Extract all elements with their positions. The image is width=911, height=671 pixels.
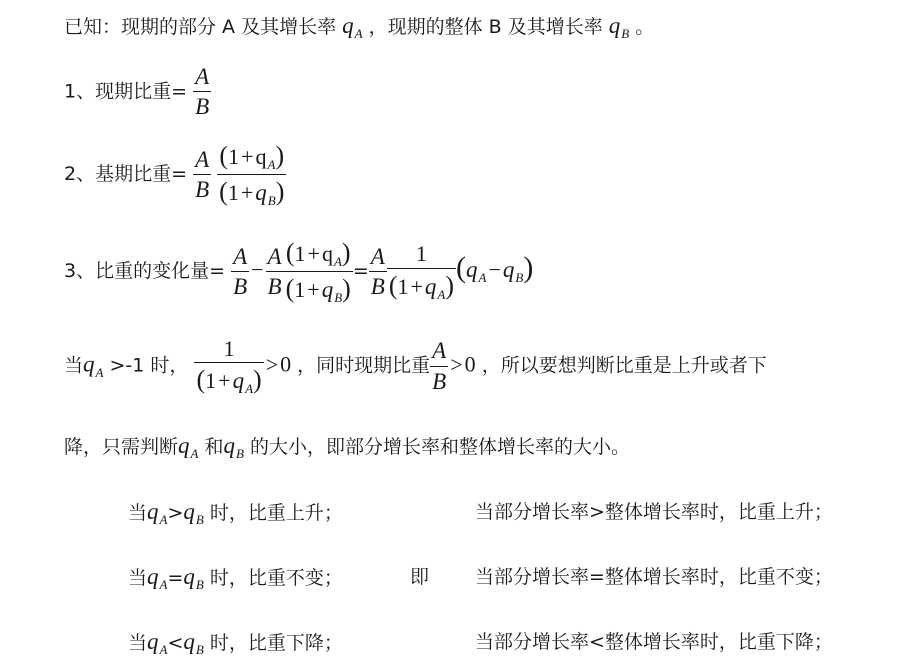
var-q: q — [424, 273, 437, 299]
para2-text-1: 降，只需判断 — [64, 436, 179, 458]
plus: + — [241, 144, 254, 169]
var-q: q — [502, 256, 515, 282]
fraction-one-over-growth — [387, 241, 456, 302]
plus: + — [307, 241, 320, 266]
sub-a: A — [333, 254, 342, 269]
frac-den-b: B — [193, 91, 211, 120]
sub-a: A — [354, 26, 363, 41]
para1-text-3: ，同时现期比重 — [297, 354, 431, 377]
item-2 — [64, 141, 286, 209]
one: 1 — [397, 273, 409, 299]
sub-a: A — [95, 364, 104, 380]
one: 1 — [205, 368, 217, 394]
var-q: q — [255, 179, 267, 205]
sub-a: A — [159, 512, 168, 527]
sub-a: A — [267, 157, 276, 172]
one: 1 — [294, 241, 306, 266]
fraction-a-over-b — [193, 64, 211, 121]
var-q: q — [178, 433, 190, 458]
sub-b: B — [334, 289, 343, 305]
plus: + — [218, 368, 231, 394]
para1-text-4: ，所以要想判断比重是上升或者下 — [481, 354, 767, 377]
case-operator: > — [167, 502, 184, 524]
case-row-same — [128, 565, 343, 591]
case-post: 时，比重上升； — [209, 502, 343, 524]
var-q: q — [83, 351, 95, 377]
zero: 0 — [280, 351, 292, 377]
sub-b: B — [195, 512, 204, 527]
case-pre: 当 — [128, 632, 148, 654]
var-q: q — [183, 564, 195, 589]
fraction-a-over-b — [266, 244, 284, 301]
sub-a: A — [245, 381, 254, 397]
sub-b: B — [236, 446, 244, 461]
one: 1 — [228, 144, 240, 169]
frac-num-a: A — [233, 243, 248, 269]
case-operator: < — [167, 632, 184, 654]
sub-b: B — [267, 192, 276, 208]
zero: 0 — [464, 351, 476, 377]
intro-line — [64, 14, 654, 40]
case-row-rising — [128, 500, 343, 526]
var-q: q — [608, 13, 621, 38]
sub-b: B — [621, 26, 630, 41]
para1-text-1: 当 — [64, 354, 84, 377]
frac-num-a: A — [267, 243, 282, 269]
case-desc-rising: 当部分增长率>整体增长率时，比重上升； — [475, 501, 833, 523]
var-q: q — [342, 13, 354, 38]
sub-a: A — [190, 446, 199, 461]
case-desc-same: 当部分增长率=整体增长率时，比重不变； — [475, 566, 833, 588]
greater-than: > — [265, 351, 279, 377]
case-post: 时，比重不变； — [209, 567, 343, 589]
item-1 — [64, 64, 211, 121]
item-2-label: 2、基期比重= — [64, 162, 188, 185]
var-q: q — [183, 499, 195, 524]
item-1-label: 1、现期比重= — [64, 80, 188, 103]
case-desc-falling: 当部分增长率<整体增长率时，比重下降； — [475, 631, 833, 653]
sub-b: B — [195, 642, 204, 657]
para1-text-2: >-1 时， — [109, 354, 189, 377]
sub-a: A — [159, 577, 168, 592]
var-q: q — [255, 144, 267, 169]
var-q: q — [232, 368, 245, 394]
frac-num-one: 1 — [223, 336, 235, 361]
intro-text-3: 。 — [635, 16, 655, 38]
frac-den: $(1+q_B)$ — [217, 174, 286, 209]
para2-text-3: 的大小，即部分增长率和整体增长率的大小。 — [250, 436, 631, 458]
var-q: q — [223, 433, 236, 458]
sub-a: A — [478, 269, 487, 285]
fraction-a-over-b — [193, 147, 211, 204]
sub-a: A — [437, 286, 446, 302]
var-q: q — [321, 241, 333, 266]
one: 1 — [227, 179, 239, 205]
frac-den: $(1+q_B)$ — [284, 271, 353, 306]
fraction-a-over-b — [231, 244, 249, 301]
var-q: q — [183, 629, 195, 654]
intro-text-2: ，现期的整体 B 及其增长率 — [368, 16, 603, 38]
frac-num-a: A — [370, 243, 385, 269]
fraction-growth — [284, 238, 353, 306]
sub-b: B — [515, 269, 524, 285]
fraction-a-over-b — [369, 244, 387, 301]
case-operator: = — [167, 567, 184, 589]
frac-num-a: A — [432, 338, 447, 364]
sub-b: B — [195, 577, 204, 592]
minus: − — [251, 256, 264, 282]
fraction-a-over-b — [430, 338, 448, 395]
frac-den-b: B — [231, 271, 249, 300]
frac-num: $(1+q_A)$ — [285, 238, 351, 269]
frac-den-b: B — [369, 271, 387, 300]
plus: + — [240, 179, 254, 205]
item-3-label: 3、比重的变化量= — [64, 259, 226, 282]
paragraph-line-1 — [64, 336, 767, 397]
frac-num-one: 1 — [415, 241, 427, 267]
fraction-one-over-growth — [194, 336, 263, 397]
case-row-falling — [128, 630, 343, 656]
case-pre: 当 — [128, 567, 148, 589]
var-q: q — [466, 256, 478, 282]
plus: + — [307, 276, 320, 302]
case-pre: 当 — [128, 502, 148, 524]
minus: − — [488, 256, 501, 282]
item-3: 3、比重的变化量= $\frac{A}{B}$ − $\frac{A}{B}$ $\frac{(1+q_A)}{(1+q_B)}$ = $\frac{A}{B}$ $\frac{1}{(1+q_A)}$ $(q_A-q_B)$ — [64, 238, 534, 305]
var-q: q — [147, 564, 159, 589]
one: 1 — [294, 276, 306, 302]
frac-den-b: B — [193, 174, 211, 203]
var-q: q — [147, 499, 159, 524]
frac-num: $(1+q_A)$ — [219, 141, 285, 172]
var-q: q — [321, 276, 334, 302]
equals: = — [352, 259, 369, 282]
frac-den: $(1+q_A)$ — [387, 268, 456, 303]
para2-text-2: 和 — [204, 436, 224, 458]
paragraph-line-2 — [64, 434, 630, 460]
greater-than: > — [450, 351, 463, 377]
intro-text-1: 已知：现期的部分 A 及其增长率 — [64, 16, 337, 38]
frac-den-b: B — [430, 366, 448, 395]
sub-a: A — [159, 642, 168, 657]
fraction-growth — [217, 141, 286, 209]
frac-num-a: A — [195, 146, 210, 172]
plus: + — [410, 273, 423, 299]
var-q: q — [147, 629, 159, 654]
case-post: 时，比重下降； — [209, 632, 343, 654]
frac-num-a: A — [195, 64, 210, 89]
frac-den-b: B — [266, 271, 284, 300]
ji-word: 即 — [410, 566, 430, 588]
frac-den: $(1+q_A)$ — [194, 362, 263, 397]
